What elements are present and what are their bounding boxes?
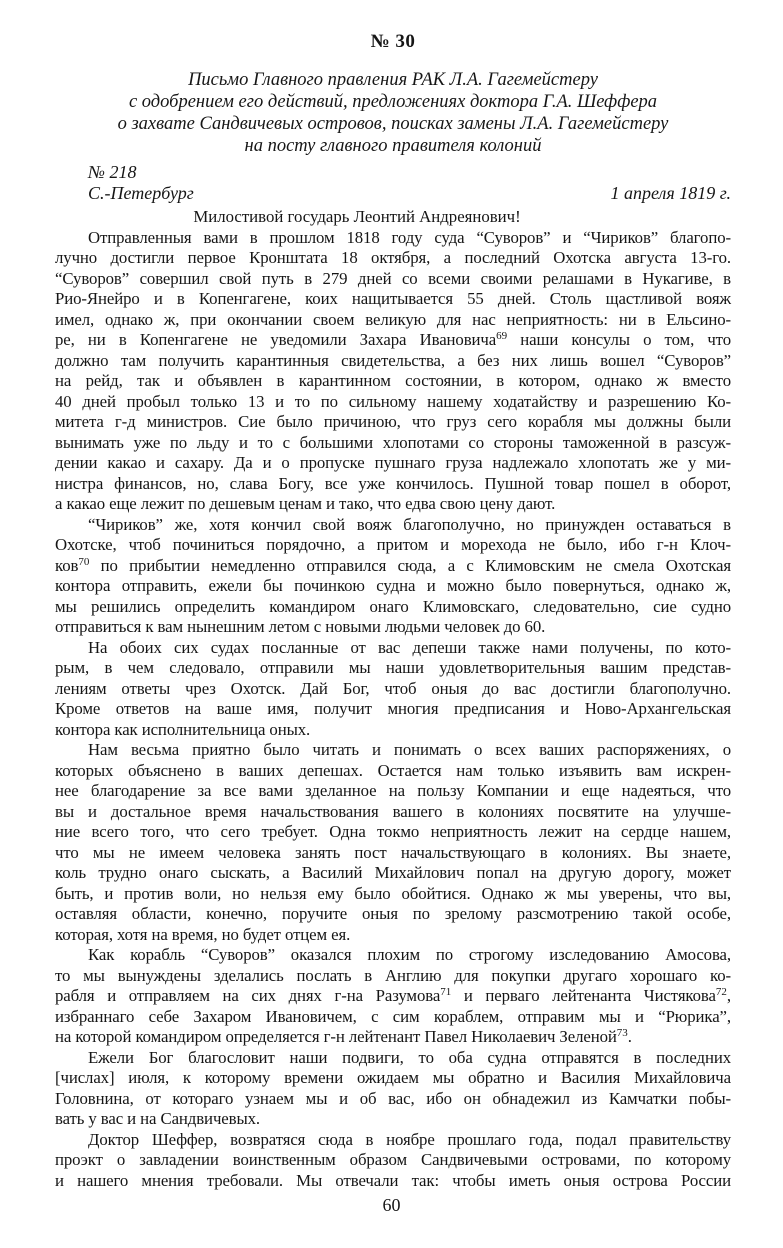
text-line: Головнина, от котораго узнаем мы и об вас, ибо он обнадежил из Камчатки побы- xyxy=(55,1088,731,1108)
text-line: лучно достигли первое Кронштата 18 октября, а последний Охотска августа 13-го. xyxy=(55,248,731,267)
text-line: вынимать уже по льду и то с большими хлопотами со стороны таможенной в разсуж- xyxy=(55,432,731,452)
text-line: контора отправить, ежели бы починкою судна и можно было повернуться, однако ж, xyxy=(55,576,731,595)
heading-line: с одобрением его действий, предложениях доктора Г.А. Шеффера xyxy=(128,92,658,112)
text-line: Кроме ответов на ваше имя, получит многия предписания и Ново-Архангельская xyxy=(55,699,731,718)
text-line: рым, в чем следовало, отправили мы наши удовлетворительныя вашим представ- xyxy=(55,658,731,677)
footnote-ref: 69 xyxy=(496,330,508,342)
date: 1 апреля 1819 г. xyxy=(610,183,731,203)
text-line: которых объяснено в ваших депешах. Остается нам только изъявить вам искрен- xyxy=(55,760,731,780)
heading-line: о захвате Сандвичевых островов, поисках замены Л.А. Гагемейстеру xyxy=(117,114,669,134)
text-line: оставляя области, конечно, поручите оныя по зрелому разсмотрению такой особе, xyxy=(55,904,731,923)
text-line: контора как исполнительница оных. xyxy=(55,719,311,739)
paragraph xyxy=(55,740,731,945)
paragraph xyxy=(55,945,731,1048)
document-number: № 30 xyxy=(370,31,416,52)
text-line: лениям ответы чрез Охотск. Дай Бог, чтоб оныя до вас достигли благополучно. xyxy=(55,678,731,698)
text-line: [числах] июля, к которому времени ожидаем мы обратно и Василия Михайловича xyxy=(55,1068,731,1087)
text-line: рабля и отправляем на сих днях г-на Разумова$^{71}$ и перваго лейтенанта Чистякова$^{72}$, xyxy=(55,986,731,1005)
text-line: отправиться к вам нынешним летом с новыми людьми человек до 60. xyxy=(55,617,546,636)
text-line: должно там получить карантинныя свидетельства, а без них лишь вошел “Суворов” xyxy=(55,350,731,370)
text-line: митета г-д министров. Сие было причиною, что груз сего корабля мы должны были xyxy=(55,412,731,431)
text-line: Как корабль “Суворов” оказался плохим по строгому изследованию Амосова, xyxy=(88,945,731,964)
text-line: Рио-Янейро и в Копенгагене, коих нащитывается 55 дней. Столь щастливой вояж xyxy=(55,289,731,308)
letter-meta xyxy=(88,162,731,204)
text-line: Доктор Шеффер, возвратяся сюда в ноябре прошлаго года, подал правительству xyxy=(88,1129,731,1149)
text-line: ре, ни в Копенгагене не уведомили Захара Ивановича$^{69}$ наши консулы о том, что xyxy=(55,330,731,349)
heading-line: на посту главного правителя колоний xyxy=(244,136,542,156)
text-line: которая, хотя на время, но будет отцем ея. xyxy=(55,924,351,944)
ref-number: № 218 xyxy=(88,162,137,182)
paragraph xyxy=(55,1048,731,1130)
paragraph xyxy=(55,1130,731,1192)
heading-line: Письмо Главного правления РАК Л.А. Гагемейстеру xyxy=(188,70,598,90)
text-line: нистра финансов, но, слава Богу, все уже кончилось. Пушной товар пошел в оборот, xyxy=(55,473,731,493)
text-line: Нам весьма приятно было читать и понимать о всех ваших распоряжениях, о xyxy=(88,740,731,759)
text-line: дении какао и сахару. Да и о пропуске пушнаго груза надлежало хлопотать же у ми- xyxy=(55,453,731,472)
text-line: имел, однако ж, при окончании своем великую для нас неприятность: ни в Ельсино- xyxy=(55,309,731,329)
text-line: избраннаго себе Захаром Ивановичем, с сим кораблем, отправим мы и “Рюрика”, xyxy=(55,1006,731,1026)
text-line: “Суворов” совершил свой путь в 279 дней со всеми своими релашами в Нукагиве, в xyxy=(55,268,731,288)
footnote-ref: 72 xyxy=(715,986,727,998)
text-line: что мы не имеем человека занять пост начальствующаго в колониях. Вы знаете, xyxy=(55,842,731,862)
text-line: Охотске, чтоб починиться порядочно, а притом и морехода не было, ибо г-н Клоч- xyxy=(55,535,731,554)
text-line: вы и достальное время начальствования вашего в колониях посвятите на улучше- xyxy=(55,801,731,821)
text-line: коль трудно онаго сыскать, а Василий Михайлович попал на другую дорогу, может xyxy=(55,863,731,882)
footnote-ref: 71 xyxy=(440,986,452,998)
paragraph xyxy=(55,228,731,515)
text-line: то мы вынуждены зделались послать в Англию для покупки другаго хорошаго ко- xyxy=(55,965,731,985)
document-heading xyxy=(55,69,731,157)
text-line: ков$^{70}$ по прибытии немедленно отправился сюда, а с Климовским не смела Охотская xyxy=(55,555,731,575)
salutation: Милостивой государь Леонтий Андреянович! xyxy=(193,207,521,226)
text-line: Ежели Бог благословит наши подвиги, то оба судна отправятся в последних xyxy=(88,1047,731,1067)
text-line: быть, и против воли, но нельзя ему было обойтися. Однако ж мы уверены, что вы, xyxy=(55,883,731,903)
text-line: 40 дней пробыл только 13 и то по сильному нашему ходатайству и разрешению Ко- xyxy=(55,391,731,411)
text-line: вать у вас и на Сандвичевых. xyxy=(55,1109,261,1128)
text-line: на рейд, так и объявлен в карантинном состоянии, в котором, однако ж вместо xyxy=(55,371,731,390)
text-line: на которой командиром определяется г-н лейтенант Павел Николаевич Зеленой$^{73}$. xyxy=(55,1027,632,1046)
footnote-ref: 73 xyxy=(616,1027,628,1039)
footnote-ref: 70 xyxy=(78,555,90,568)
place-date-row xyxy=(88,183,731,204)
text-line: На обоих сих судах посланные от вас депеши также нами получены, по кото- xyxy=(88,637,731,657)
page-number: 60 xyxy=(382,1195,401,1215)
text-line: а какао еще лежит по дешевым ценам и тако, что едва свою цену дают. xyxy=(55,494,556,513)
text-line: нее благодарение за все вами зделанное на пользу Компании и еще надеяться, что xyxy=(55,781,731,800)
text-line: мы решились определить командиром онаго Климовскаго, следовательно, сие судно xyxy=(55,596,731,616)
paragraph xyxy=(55,638,731,741)
letter-body xyxy=(55,228,731,1192)
text-line: и нашего мнения требовали. Мы отвечали так: чтобы иметь оныя острова России xyxy=(55,1170,731,1190)
text-line: Отправленныя вами в прошлом 1818 году суда “Суворов” и “Чириков” благопо- xyxy=(88,227,731,247)
place: С.-Петербург xyxy=(88,183,194,203)
paragraph xyxy=(55,515,731,638)
text-line: ние всего того, что сего требует. Одна токмо неприятность лежит на сердце нашем, xyxy=(55,822,731,841)
text-line: “Чириков” же, хотя кончил свой вояж благополучно, но принужден оставаться в xyxy=(88,514,731,534)
text-line: проэкт о завладении воинственным образом Сандвичевыми островами, по которому xyxy=(55,1150,731,1169)
